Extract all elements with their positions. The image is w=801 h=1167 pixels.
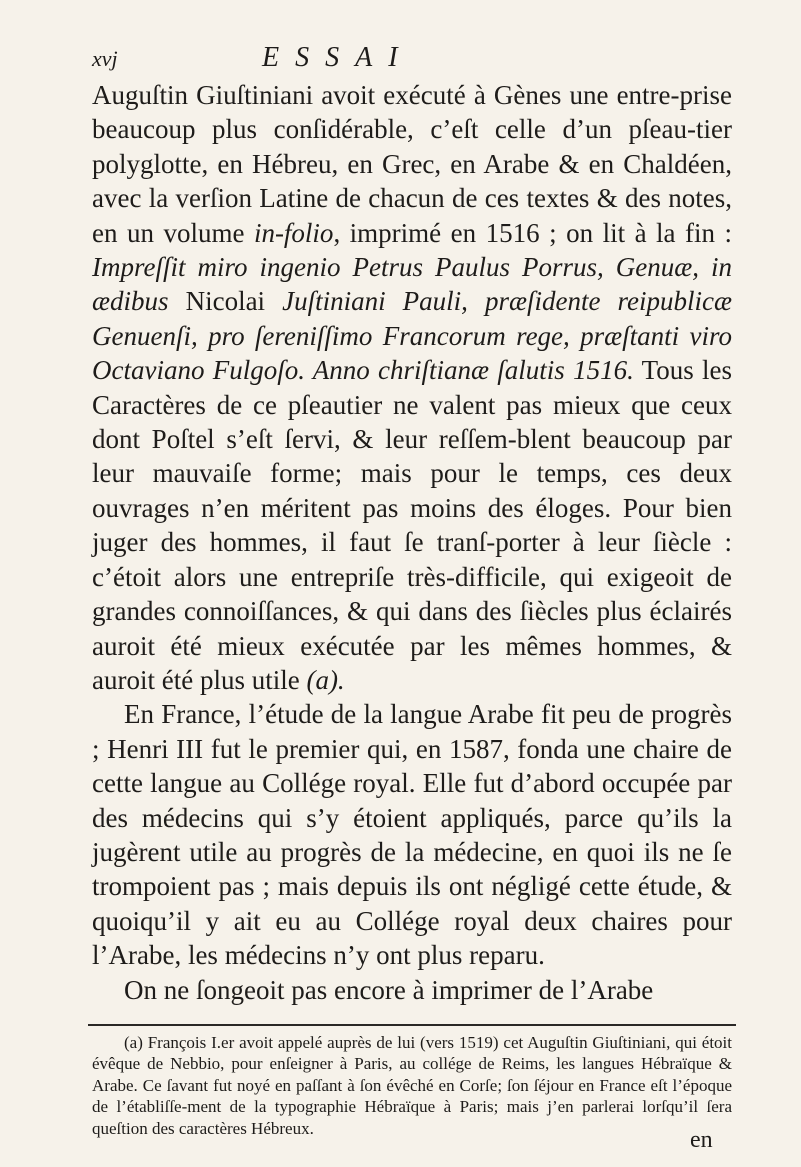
- footnote-separator-rule: [88, 1024, 736, 1026]
- text-run: Auguſtin Giuſtiniani avoit exécuté à Gènes une entre-prise beaucoup plus conſidérable, c’eſt celle d’un pſeau-tier polyglotte, en Hébreu, en Grec, en Arabe & en Chaldéen, avec la verſion Latine de chacun de ces textes & des notes, en un volume: [92, 80, 732, 248]
- page-header: [92, 42, 732, 82]
- paragraph-3: On ne ſongeoit pas encore à imprimer de l’Arabe: [124, 974, 654, 1005]
- paragraph-1: [92, 78, 732, 697]
- paragraph-2: En France, l’étude de la langue Arabe fit peu de progrès ; Henri III fut le premier qui, en 1587, fonda une chaire de cette langue au Collége royal. Elle fut d’abord occupée par des médecins qui s’y étoient appliqués, parce qu’ils la jugèrent utile au progrès de la médecine, en quoi ils ne ſe trompoient pas ; mais depuis ils ont négligé cette étude, & quoiqu’il y ait eu au Collége royal deux chaires pour l’Arabe, les médecins n’y ont plus reparu.: [92, 699, 732, 971]
- page-number: xvj: [92, 46, 118, 71]
- italic-run: Impreſſit miro ingenio Petrus Paulus Porrus, Genuæ, in ædibus: [92, 252, 732, 317]
- text-run: Tous les Caractères de ce pſeautier ne valent pas mieux que ceux dont Poſtel s’eſt ſervi, & leur reſſem-blent beaucoup par leur mauvaiſe forme; mais pour le temps, ces deux ouvrages n’en méritent pas moins des éloges. Pour bien juger des hommes, il faut ſe tranſ-porter à leur ſiècle : c’étoit alors une entrepriſe très-difficile, qui exigeoit de grandes connoiſſances, & qui dans des ſiècles plus éclairés auroit été mieux exécutée par les mêmes hommes, & auroit été plus utile: [92, 355, 732, 695]
- footnote: [92, 1032, 732, 1139]
- text-run: Nicolai: [168, 286, 283, 317]
- italic-run: (a).: [306, 664, 345, 695]
- italic-run: in-folio: [253, 217, 334, 248]
- catchword: en: [690, 1127, 713, 1153]
- footnote-text: François I.er avoit appelé auprès de lui (vers 1519) cet Auguſtin Giuſtiniani, qui étoit évêque de Nebbio, pour enſeigner à Paris, au collége de Reims, les langues Hébraïque & Arabe. Ce ſavant fut noyé en paſſant à ſon évêché en Corſe; ſon ſéjour en France eſt l’époque de l’établiſſe-ment de la typographie Hébraïque à Paris; mais j’en parlerai lorſqu’il ſera queſtion des caractères Hébreux.: [92, 1033, 732, 1138]
- italic-run: Juſtiniani Pauli, præſidente reipublicæ Genuenſi, pro ſereniſſimo Francorum rege, præſtanti viro Octaviano Fulgoſo. Anno chriſtianæ ſalutis 1516.: [92, 286, 732, 386]
- main-text: [92, 78, 732, 1007]
- footnote-marker: (a): [124, 1033, 143, 1052]
- running-title: ESSAI: [262, 42, 414, 73]
- text-run: , imprimé en 1516 ; on lit à la fin :: [333, 217, 732, 248]
